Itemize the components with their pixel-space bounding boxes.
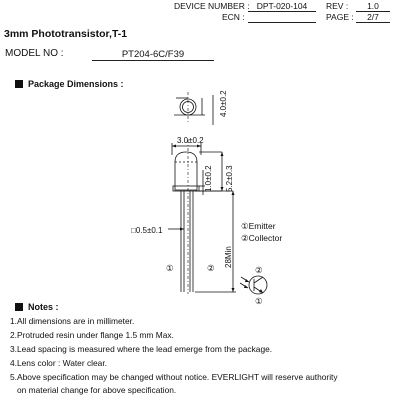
lens-body xyxy=(175,152,197,190)
dim-diameter: 3.0±0.2 xyxy=(177,136,204,145)
model-value: PT204-6C/F39 xyxy=(92,49,214,61)
note-item: 2.Protruded resin under flange 1.5 mm Max. xyxy=(10,330,174,340)
ecn-value-line xyxy=(248,12,316,23)
symbol-pin-2: ② xyxy=(255,265,263,275)
legend-collector: ②Collector xyxy=(241,233,283,243)
model-label: MODEL NO : xyxy=(5,48,64,59)
notes-heading: Notes : xyxy=(15,302,59,312)
page-label: PAGE : xyxy=(326,12,354,22)
package-dimensions-heading: Package Dimensions : xyxy=(15,79,124,89)
note-item: 3.Lead spacing is measured where the lead emerge from the package. xyxy=(10,344,273,354)
note-item: 4.Lens color : Water clear. xyxy=(10,358,107,368)
dim-top-thickness: 4.0±0.2 xyxy=(219,90,228,117)
note-item: on material change for above specification. xyxy=(17,385,177,395)
page-title: 3mm Phototransistor,T-1 xyxy=(4,28,128,40)
note-item: 5.Above specification may be changed without notice. EVERLIGHT will reserve authority xyxy=(10,372,338,382)
package-drawing xyxy=(0,90,400,306)
ecn-label: ECN : xyxy=(222,12,245,22)
transistor-symbol xyxy=(249,276,267,294)
square-bullet-icon xyxy=(15,80,23,88)
square-bullet-icon xyxy=(15,303,23,311)
device-number-value: DPT-020-104 xyxy=(248,1,316,12)
dim-flange: 1.0±0.2 xyxy=(204,165,213,192)
legend-emitter: ①Emitter xyxy=(241,221,276,231)
rev-label: REV : xyxy=(326,1,349,11)
dim-lead-length: 28Min xyxy=(224,246,233,268)
dim-body-height: 5.2±0.3 xyxy=(225,165,234,192)
symbol-pin-1: ① xyxy=(255,296,263,306)
dim-lead: □0.5±0.1 xyxy=(131,226,163,235)
pin-mark-1: ① xyxy=(166,263,174,273)
device-number-label: DEVICE NUMBER : xyxy=(174,1,250,11)
rev-value: 1.0 xyxy=(356,1,390,12)
page-value: 2/7 xyxy=(356,12,390,23)
note-item: 1.All dimensions are in millimeter. xyxy=(10,316,135,326)
pin-mark-2: ② xyxy=(207,263,215,273)
